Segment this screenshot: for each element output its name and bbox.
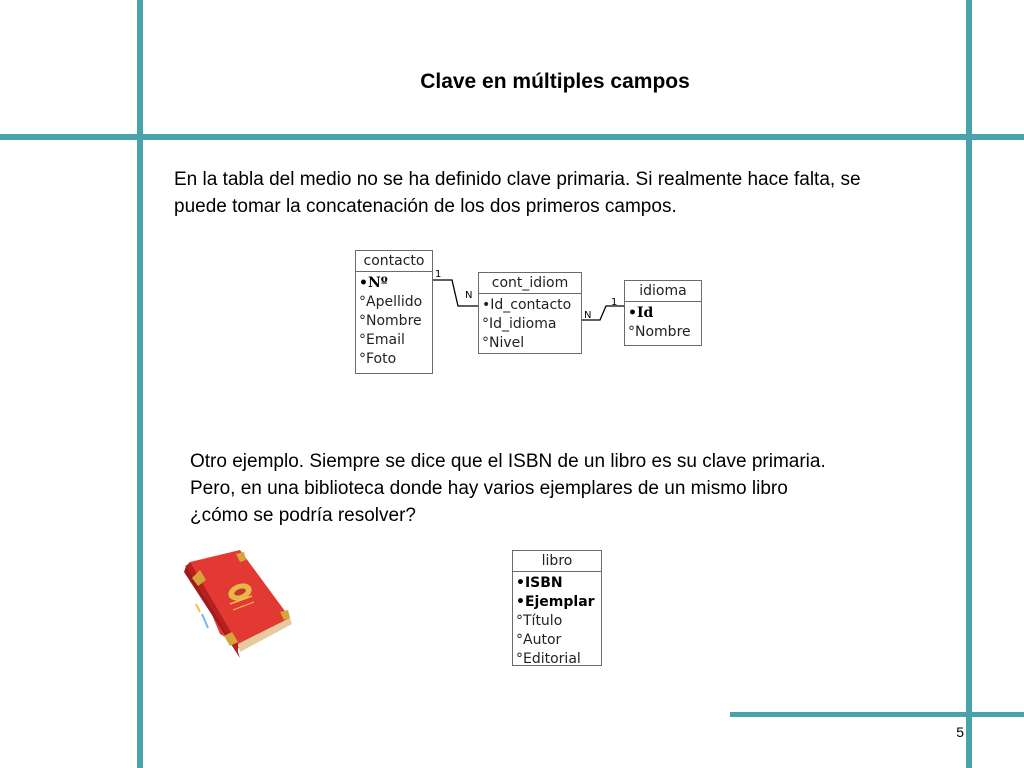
table-idioma-header: idioma xyxy=(625,281,701,302)
card-cont-idiom-n-left: N xyxy=(465,290,473,301)
table-contacto xyxy=(355,250,433,374)
field-libro-isbn: •ISBN xyxy=(516,575,563,591)
paragraph-2: Otro ejemplo. Siempre se dice que el ISBN de un libro es su clave primaria. Pero, en una biblioteca donde hay varios ejemplares de un mismo libro ¿cómo se podría resolver? xyxy=(190,451,826,526)
field-libro-autor: °Autor xyxy=(516,632,562,648)
table-idioma xyxy=(624,280,702,346)
field-cont-idiom-id-idioma: °Id_idioma xyxy=(482,316,557,332)
table-contacto-header: contacto xyxy=(356,251,432,272)
field-cont-idiom-id-contacto: •Id_contacto xyxy=(482,297,572,313)
paragraph-1: En la tabla del medio no se ha definido clave primaria. Si realmente hace falta, se puede tomar la concatenación de los dos primeros campos. xyxy=(174,169,861,217)
slide-title: Clave en múltiples campos xyxy=(420,70,690,93)
card-contacto-1: 1 xyxy=(435,269,442,280)
page-number: 5 xyxy=(956,724,964,740)
table-cont-idiom xyxy=(478,272,582,354)
card-idioma-1: 1 xyxy=(611,297,618,308)
field-contacto-apellido: °Apellido xyxy=(359,294,423,310)
field-idioma-id: •Id xyxy=(628,305,654,321)
field-contacto-email: °Email xyxy=(359,332,405,348)
table-libro xyxy=(512,550,602,666)
field-libro-titulo: °Título xyxy=(516,613,563,629)
field-cont-idiom-nivel: °Nivel xyxy=(482,335,525,351)
field-contacto-nombre: °Nombre xyxy=(359,313,422,329)
field-libro-editorial: °Editorial xyxy=(516,651,581,667)
table-libro-header: libro xyxy=(513,551,601,572)
field-contacto-foto: °Foto xyxy=(359,351,397,367)
card-cont-idiom-n-right: N xyxy=(584,310,592,321)
field-idioma-nombre: °Nombre xyxy=(628,324,691,340)
field-libro-ejemplar: •Ejemplar xyxy=(516,594,595,610)
red-book-icon xyxy=(180,550,295,662)
table-cont-idiom-header: cont_idiom xyxy=(479,273,581,294)
field-contacto-no: •Nº xyxy=(359,275,388,291)
